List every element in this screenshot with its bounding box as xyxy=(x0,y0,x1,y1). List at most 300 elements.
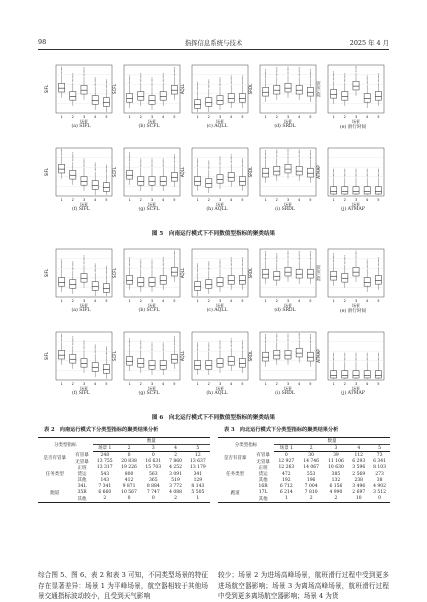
box xyxy=(103,365,109,374)
subfigure-caption: (f) SIFL xyxy=(72,207,90,212)
outlier-point xyxy=(220,348,221,349)
table-cell: 13 317 xyxy=(96,465,113,471)
outlier-point xyxy=(231,79,232,80)
outlier-point xyxy=(174,158,175,159)
outlier-point xyxy=(208,81,209,82)
header-cell: 5 xyxy=(369,445,390,452)
table-cell: 2 569 xyxy=(352,471,366,477)
outlier-point xyxy=(310,258,311,259)
outlier-point xyxy=(242,340,243,341)
x-tick-label: 4 xyxy=(162,198,165,202)
table-cell: 2 697 xyxy=(352,490,366,496)
x-tick-label: 2 xyxy=(343,198,346,202)
outlier-point xyxy=(152,345,153,346)
outlier-point xyxy=(129,154,130,155)
outlier-point xyxy=(367,353,368,354)
outlier-point xyxy=(344,261,345,262)
outlier-point xyxy=(61,267,62,268)
outlier-point xyxy=(197,158,198,159)
outlier-point xyxy=(220,79,221,80)
outlier-point xyxy=(163,349,164,350)
outlier-point xyxy=(106,349,107,350)
x-tick-label: 4 xyxy=(94,299,97,303)
outlier-point xyxy=(129,342,130,343)
outlier-point xyxy=(265,258,266,259)
box xyxy=(239,276,245,285)
outlier-point xyxy=(152,263,153,264)
outlier-point xyxy=(265,71,266,72)
outlier-point xyxy=(333,175,334,176)
outlier-point xyxy=(163,257,164,258)
box xyxy=(364,278,370,287)
x-tick-label: 5 xyxy=(377,382,380,386)
box xyxy=(228,172,234,181)
box xyxy=(81,177,87,186)
box xyxy=(171,85,177,94)
outlier-point xyxy=(163,342,164,343)
box xyxy=(364,94,370,103)
x-tick-label: 5 xyxy=(105,382,108,386)
outlier-point xyxy=(276,153,277,154)
box xyxy=(228,276,234,285)
subfigure-caption: (c) AQLL xyxy=(206,124,228,129)
outlier-point xyxy=(163,164,164,165)
outlier-point xyxy=(129,79,130,80)
outlier-point xyxy=(140,261,141,262)
outlier-point xyxy=(152,346,153,347)
outlier-point xyxy=(197,89,198,90)
outlier-point xyxy=(208,164,209,165)
outlier-point xyxy=(106,81,107,82)
outlier-point xyxy=(140,262,141,263)
box xyxy=(285,350,291,359)
outlier-point xyxy=(378,360,379,361)
table-cell: 16R xyxy=(258,483,268,489)
outlier-point xyxy=(174,162,175,163)
outlier-point xyxy=(231,160,232,161)
header-cell: 5 xyxy=(186,445,210,452)
outlier-point xyxy=(242,260,243,261)
outlier-point xyxy=(288,150,289,151)
outlier-point xyxy=(231,75,232,76)
outlier-point xyxy=(299,71,300,72)
outlier-point xyxy=(174,338,175,339)
subfigure-caption: (d) SRDL xyxy=(274,124,296,129)
outlier-point xyxy=(344,359,345,360)
outlier-point xyxy=(276,151,277,152)
outlier-point xyxy=(72,268,73,269)
outlier-point xyxy=(84,344,85,345)
outlier-point xyxy=(231,259,232,260)
outlier-point xyxy=(310,69,311,70)
outlier-point xyxy=(367,169,368,170)
outlier-point xyxy=(129,82,130,83)
outlier-point xyxy=(163,77,164,78)
outlier-point xyxy=(84,70,85,71)
table-cell: 112 xyxy=(354,452,364,458)
outlier-point xyxy=(106,168,107,169)
box xyxy=(263,168,269,177)
table-cell: 238 xyxy=(354,477,364,483)
outlier-point xyxy=(72,75,73,76)
outlier-point xyxy=(310,341,311,342)
outlier-point xyxy=(367,355,368,356)
box xyxy=(195,100,201,109)
x-tick-label: 5 xyxy=(241,382,244,386)
table-cell: 16 631 xyxy=(145,459,162,465)
x-axis-label: 场景 xyxy=(352,386,360,391)
outlier-point xyxy=(310,152,311,153)
box xyxy=(59,83,65,92)
outlier-point xyxy=(310,255,311,256)
box xyxy=(127,356,133,365)
outlier-point xyxy=(140,346,141,347)
table-cell: 38 xyxy=(376,477,383,483)
box xyxy=(127,170,133,179)
box xyxy=(353,187,359,194)
x-tick-label: 4 xyxy=(230,382,233,386)
outlier-point xyxy=(276,74,277,75)
outlier-point xyxy=(288,153,289,154)
box xyxy=(149,96,155,105)
outlier-point xyxy=(140,160,141,161)
outlier-point xyxy=(231,78,232,79)
x-tick-label: 5 xyxy=(241,198,244,202)
outlier-point xyxy=(231,260,232,261)
outlier-point xyxy=(174,252,175,253)
outlier-point xyxy=(220,80,221,81)
outlier-point xyxy=(140,340,141,341)
outlier-point xyxy=(220,265,221,266)
figure-6-caption: 图 6 向北运行模式下不同数值型指标的聚类结果 xyxy=(151,415,276,421)
y-axis-label: 滑行时间 xyxy=(316,81,321,97)
y-axis-label: SIFL xyxy=(44,167,49,177)
outlier-point xyxy=(72,263,73,264)
x-axis-label: 场景 xyxy=(352,119,360,124)
box xyxy=(331,187,337,194)
table-cell: 13 179 xyxy=(189,465,206,471)
outlier-point xyxy=(367,357,368,358)
outlier-point xyxy=(61,337,62,338)
y-axis-label: SRDL xyxy=(248,83,253,95)
outlier-point xyxy=(84,255,85,256)
outlier-point xyxy=(84,347,85,348)
outlier-point xyxy=(367,175,368,176)
x-tick-label: 3 xyxy=(150,115,154,119)
outlier-point xyxy=(140,166,141,167)
outlier-point xyxy=(288,69,289,70)
outlier-point xyxy=(310,257,311,258)
outlier-point xyxy=(140,348,141,349)
outlier-point xyxy=(61,154,62,155)
box xyxy=(217,96,223,105)
outlier-point xyxy=(344,79,345,80)
table-cell: 0 xyxy=(378,496,382,502)
outlier-point xyxy=(163,265,164,266)
outlier-point xyxy=(333,78,334,79)
box xyxy=(195,361,201,370)
outlier-point xyxy=(333,358,334,359)
outlier-point xyxy=(208,344,209,345)
outlier-point xyxy=(84,348,85,349)
outlier-point xyxy=(242,259,243,260)
table-cell: 9 871 xyxy=(122,483,136,489)
outlier-point xyxy=(61,334,62,335)
outlier-point xyxy=(265,342,266,343)
outlier-point xyxy=(61,72,62,73)
outlier-point xyxy=(344,262,345,263)
boxplot-panel xyxy=(44,63,118,141)
outlier-point xyxy=(72,340,73,341)
table-cell: 1 xyxy=(196,496,200,502)
outlier-point xyxy=(220,160,221,161)
outlier-point xyxy=(95,79,96,80)
outlier-point xyxy=(163,81,164,82)
outlier-point xyxy=(84,160,85,161)
outlier-point xyxy=(367,170,368,171)
outlier-point xyxy=(163,348,164,349)
boxplot-panel xyxy=(112,330,186,408)
boxplot-panel xyxy=(44,330,118,408)
box xyxy=(206,280,212,289)
group-cell: 跑道 xyxy=(50,490,60,496)
box xyxy=(263,269,269,278)
table-cell: 3 596 xyxy=(352,465,366,471)
y-axis-label: SRDL xyxy=(248,267,253,279)
outlier-point xyxy=(356,251,357,252)
outlier-point xyxy=(84,165,85,166)
outlier-point xyxy=(333,176,334,177)
box xyxy=(274,350,280,359)
outlier-point xyxy=(72,264,73,265)
outlier-point xyxy=(174,73,175,74)
outlier-point xyxy=(242,261,243,262)
boxplot-svg xyxy=(180,63,254,123)
y-axis-label: SCFL xyxy=(112,84,117,94)
outlier-point xyxy=(356,257,357,258)
outlier-point xyxy=(231,344,232,345)
outlier-point xyxy=(265,154,266,155)
table-cell: 365 xyxy=(148,477,158,483)
outlier-point xyxy=(72,160,73,161)
outlier-point xyxy=(242,75,243,76)
outlier-point xyxy=(333,354,334,355)
x-tick-label: 4 xyxy=(298,115,301,119)
x-tick-label: 2 xyxy=(139,382,142,386)
outlier-point xyxy=(95,347,96,348)
outlier-point xyxy=(174,156,175,157)
table-cell: 341 xyxy=(193,471,203,477)
box xyxy=(331,89,337,98)
x-tick-label: 4 xyxy=(230,115,233,119)
outlier-point xyxy=(333,255,334,256)
outlier-point xyxy=(310,153,311,154)
outlier-point xyxy=(61,69,62,70)
table-cell: 货运 xyxy=(258,472,268,478)
outlier-point xyxy=(276,155,277,156)
box xyxy=(331,271,337,280)
outlier-point xyxy=(163,73,164,74)
boxplot-panel xyxy=(248,146,322,224)
x-tick-label: 1 xyxy=(60,115,63,119)
outlier-point xyxy=(95,80,96,81)
x-tick-label: 2 xyxy=(71,382,74,386)
issue-date: 2025 年 4 月 xyxy=(349,39,389,47)
y-axis-label: AQLL xyxy=(180,350,185,362)
outlier-point xyxy=(72,76,73,77)
outlier-point xyxy=(265,255,266,256)
outlier-point xyxy=(61,265,62,266)
outlier-point xyxy=(242,343,243,344)
outlier-point xyxy=(197,84,198,85)
outlier-point xyxy=(61,149,62,150)
outlier-point xyxy=(152,267,153,268)
outlier-point xyxy=(310,158,311,159)
outlier-point xyxy=(276,259,277,260)
subfigure-caption: (e) 滑行时间 xyxy=(339,309,367,314)
group-cell: 是否有冒暴 xyxy=(223,456,247,462)
outlier-point xyxy=(174,339,175,340)
table-cell: 无冒暴 xyxy=(256,459,270,465)
outlier-point xyxy=(231,81,232,82)
outlier-point xyxy=(208,269,209,270)
outlier-point xyxy=(197,350,198,351)
boxplot-svg xyxy=(316,330,390,390)
box xyxy=(342,92,348,101)
table-cell: 0 xyxy=(127,452,131,458)
table-cell: 0 xyxy=(284,452,288,458)
box xyxy=(307,168,313,177)
outlier-point xyxy=(106,350,107,351)
box xyxy=(217,359,223,368)
boxplot-svg xyxy=(248,247,322,307)
outlier-point xyxy=(174,342,175,343)
boxplot-panel xyxy=(44,146,118,224)
table-cell: 17L xyxy=(258,490,268,496)
header-cell: 2 xyxy=(299,445,324,452)
box xyxy=(138,278,144,287)
outlier-point xyxy=(106,171,107,172)
table-cell: 无冒暴 xyxy=(75,459,89,465)
outlier-point xyxy=(84,263,85,264)
outlier-point xyxy=(276,261,277,262)
outlier-point xyxy=(333,75,334,76)
outlier-point xyxy=(242,83,243,84)
x-tick-label: 4 xyxy=(366,382,369,386)
outlier-point xyxy=(333,171,334,172)
outlier-point xyxy=(344,354,345,355)
table-cell: 4 902 xyxy=(373,483,387,489)
x-axis-label: 场景 xyxy=(284,386,292,391)
x-axis-label: 场景 xyxy=(80,119,88,124)
x-tick-label: 4 xyxy=(230,198,233,202)
outlier-point xyxy=(288,339,289,340)
outlier-point xyxy=(276,152,277,153)
outlier-point xyxy=(265,157,266,158)
outlier-point xyxy=(129,260,130,261)
outlier-point xyxy=(152,78,153,79)
page-number: 98 xyxy=(38,38,47,46)
outlier-point xyxy=(208,83,209,84)
outlier-point xyxy=(378,354,379,355)
outlier-point xyxy=(129,75,130,76)
x-tick-label: 3 xyxy=(354,382,358,386)
box xyxy=(285,164,291,173)
box xyxy=(206,361,212,370)
x-tick-label: 1 xyxy=(332,115,335,119)
outlier-point xyxy=(95,168,96,169)
outlier-point xyxy=(61,150,62,151)
outlier-point xyxy=(152,79,153,80)
outlier-point xyxy=(61,67,62,68)
x-tick-label: 3 xyxy=(286,299,290,303)
x-tick-label: 1 xyxy=(128,382,131,386)
table-cell: 7 747 xyxy=(146,490,160,496)
table-cell: 248 xyxy=(100,452,110,458)
outlier-point xyxy=(129,340,130,341)
outlier-point xyxy=(95,85,96,86)
box xyxy=(81,85,87,94)
outlier-point xyxy=(163,158,164,159)
subfigure-caption: (a) SIFL xyxy=(71,308,91,313)
boxplot-panel xyxy=(112,63,186,141)
y-axis-label: SRDL xyxy=(248,166,253,178)
x-tick-label: 2 xyxy=(275,198,278,202)
outlier-point xyxy=(61,336,62,337)
boxplot-panel xyxy=(44,247,118,325)
outlier-point xyxy=(288,252,289,253)
outlier-point xyxy=(140,265,141,266)
outlier-point xyxy=(106,87,107,88)
outlier-point xyxy=(310,75,311,76)
outlier-point xyxy=(106,269,107,270)
outlier-point xyxy=(208,85,209,86)
outlier-point xyxy=(242,164,243,165)
box xyxy=(307,87,313,96)
outlier-point xyxy=(84,259,85,260)
outlier-point xyxy=(208,267,209,268)
subfigure-caption: (h) AQLL xyxy=(206,391,228,396)
outlier-point xyxy=(174,340,175,341)
table-row xyxy=(218,452,390,459)
outlier-point xyxy=(356,169,357,170)
outlier-point xyxy=(220,159,221,160)
outlier-point xyxy=(140,267,141,268)
table-cell: 553 xyxy=(306,471,316,477)
outlier-point xyxy=(152,166,153,167)
table-cell: 6 660 xyxy=(98,490,112,496)
outlier-point xyxy=(242,77,243,78)
outlier-point xyxy=(220,340,221,341)
box xyxy=(263,87,269,96)
outlier-point xyxy=(367,176,368,177)
outlier-point xyxy=(265,156,266,157)
outlier-point xyxy=(208,87,209,88)
outlier-point xyxy=(163,166,164,167)
table-cell: 2 xyxy=(103,496,107,502)
box xyxy=(103,98,109,107)
outlier-point xyxy=(310,336,311,337)
outlier-point xyxy=(95,264,96,265)
outlier-point xyxy=(265,337,266,338)
outlier-point xyxy=(242,346,243,347)
outlier-point xyxy=(84,340,85,341)
outlier-point xyxy=(72,343,73,344)
x-tick-label: 1 xyxy=(332,299,335,303)
outlier-point xyxy=(276,156,277,157)
outlier-point xyxy=(299,259,300,260)
box xyxy=(239,177,245,186)
